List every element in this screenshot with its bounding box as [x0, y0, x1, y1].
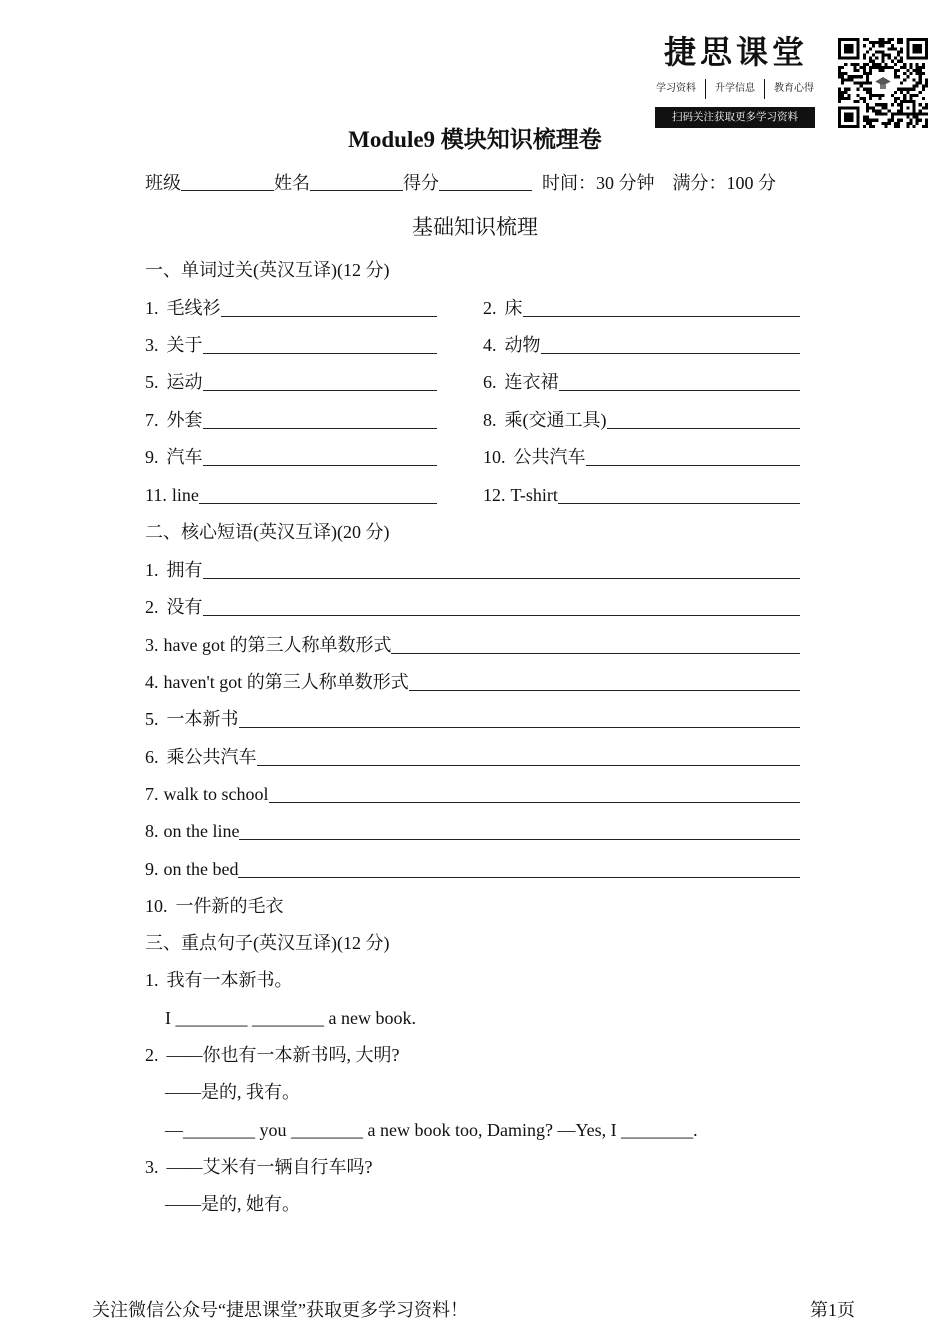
answer-blank	[586, 465, 801, 466]
vocab-item	[483, 333, 800, 357]
item-number: 12.	[483, 485, 506, 505]
item-number: 3.	[145, 1157, 159, 1177]
phrase-item	[145, 819, 800, 843]
vocab-item	[145, 408, 437, 432]
name-label: 姓名	[274, 173, 310, 193]
vocab-item	[145, 445, 437, 469]
item-number: 9.	[145, 447, 159, 467]
vocab-item	[483, 296, 800, 320]
item-text: 连衣裙	[504, 372, 559, 392]
answer-blank	[203, 615, 801, 616]
item-text: 一件新的毛衣	[175, 896, 284, 916]
answer-blank	[269, 802, 801, 803]
item-text: 动物	[504, 335, 541, 355]
sentences-heading: 三、重点句子(英汉互译)(12 分)	[145, 933, 390, 953]
item-text: 汽车	[166, 447, 203, 467]
phrase-item	[145, 595, 800, 619]
class-blank	[181, 171, 274, 191]
sentence-line: —________ you ________ a new book too, Daming? —Yes, I ________.	[165, 1120, 698, 1140]
graduation-cap-icon	[872, 72, 894, 94]
vocab-item	[145, 333, 437, 357]
phrases-heading: 二、核心短语(英汉互译)(20 分)	[145, 522, 390, 542]
item-number: 9.	[145, 859, 159, 879]
answer-blank	[203, 390, 438, 391]
prompt-text: ——你也有一本新书吗, 大明?	[166, 1045, 400, 1065]
answer-blank	[239, 839, 800, 840]
item-text: have got 的第三人称单数形式	[163, 635, 392, 655]
time-limit: 时间：30 分钟	[542, 173, 655, 193]
answer-blank	[203, 578, 801, 579]
page-title: Module9 模块知识梳理卷	[348, 127, 602, 152]
item-number: 10.	[483, 447, 506, 467]
score-blank	[439, 171, 532, 191]
brand-tag: 升学信息	[715, 83, 755, 94]
item-number: 8.	[145, 821, 159, 841]
section-subtitle: 基础知识梳理	[412, 215, 538, 239]
sentence-line: ——是的, 她有。	[165, 1194, 300, 1214]
item-number: 6.	[483, 372, 497, 392]
page-number: 第1页	[810, 1300, 855, 1320]
answer-blank	[559, 390, 801, 391]
sentence-line: ——是的, 我有。	[165, 1082, 300, 1102]
answer-blank	[607, 428, 801, 429]
sentence-prompt	[145, 1043, 400, 1067]
answer-blank	[203, 428, 438, 429]
brand-logo: 捷思课堂	[663, 33, 808, 71]
item-text: 乘(交通工具)	[504, 410, 607, 430]
tag-separator	[764, 79, 765, 99]
qr-finder-top-left	[838, 38, 860, 60]
answer-blank	[238, 877, 800, 878]
item-text: 关于	[166, 335, 203, 355]
brand-tag: 学习资料	[656, 83, 696, 94]
prompt-text: 我有一本新书。	[166, 970, 293, 990]
answer-blank	[221, 316, 438, 317]
student-info-line	[145, 171, 805, 195]
vocab-heading: 一、单词过关(英汉互译)(12 分)	[145, 260, 390, 280]
item-text: 外套	[166, 410, 203, 430]
item-number: 3.	[145, 335, 159, 355]
vocab-item	[145, 296, 437, 320]
item-text: 运动	[166, 372, 203, 392]
vocab-item	[483, 445, 800, 469]
item-number: 1.	[145, 970, 159, 990]
item-number: 5.	[145, 709, 159, 729]
phrase-item	[145, 633, 800, 657]
phrase-item	[145, 707, 800, 731]
name-blank	[310, 171, 403, 191]
vocab-item	[145, 370, 437, 394]
answer-blank	[199, 503, 437, 504]
item-text: on the line	[163, 821, 240, 841]
answer-blank	[541, 353, 801, 354]
item-number: 3.	[145, 635, 159, 655]
full-score: 满分：100 分	[672, 173, 776, 193]
brand-tag: 教育心得	[774, 83, 814, 94]
answer-blank	[239, 727, 801, 728]
vocab-item	[145, 483, 437, 507]
qr-finder-top-right	[906, 38, 928, 60]
item-text: 乘公共汽车	[166, 747, 257, 767]
item-number: 6.	[145, 747, 159, 767]
vocab-item	[483, 483, 800, 507]
vocab-item	[483, 408, 800, 432]
answer-blank	[257, 765, 801, 766]
footer-note: 关注微信公众号“捷思课堂”获取更多学习资料！	[92, 1300, 468, 1320]
item-number: 7.	[145, 410, 159, 430]
sentence-prompt	[145, 968, 293, 992]
qr-code	[838, 38, 928, 128]
phrase-item	[145, 558, 800, 582]
answer-blank	[558, 503, 800, 504]
qr-finder-bottom-left	[838, 106, 860, 128]
brand-tags	[656, 79, 814, 99]
item-number: 1.	[145, 298, 159, 318]
item-text: 没有	[166, 597, 203, 617]
item-number: 4.	[483, 335, 497, 355]
sentence-prompt	[145, 1155, 373, 1179]
item-text: line	[171, 485, 199, 505]
tag-separator	[705, 79, 706, 99]
answer-blank	[391, 653, 800, 654]
item-number: 2.	[483, 298, 497, 318]
item-number: 2.	[145, 597, 159, 617]
phrase-item	[145, 670, 800, 694]
answer-blank	[409, 690, 800, 691]
vocab-item	[483, 370, 800, 394]
sentence-line: I ________ ________ a new book.	[165, 1008, 416, 1028]
answer-blank	[203, 465, 438, 466]
answer-blank	[203, 353, 438, 354]
phrase-item	[145, 782, 800, 806]
item-text: haven't got 的第三人称单数形式	[163, 672, 409, 692]
item-text: 拥有	[166, 560, 203, 580]
item-text: on the bed	[163, 859, 239, 879]
phrase-item	[145, 894, 800, 918]
item-text: 毛线衫	[166, 298, 221, 318]
item-text: 床	[504, 298, 523, 318]
prompt-text: ——艾米有一辆自行车吗?	[166, 1157, 373, 1177]
item-number: 10.	[145, 896, 168, 916]
item-number: 5.	[145, 372, 159, 392]
item-text: walk to school	[163, 784, 269, 804]
class-label: 班级	[145, 173, 181, 193]
phrase-item	[145, 857, 800, 881]
brand-banner: 扫码关注获取更多学习资料	[655, 107, 815, 128]
phrase-item	[145, 745, 800, 769]
item-number: 7.	[145, 784, 159, 804]
item-number: 4.	[145, 672, 159, 692]
item-number: 8.	[483, 410, 497, 430]
item-text: 公共汽车	[513, 447, 586, 467]
qr-alignment	[900, 100, 916, 116]
item-number: 2.	[145, 1045, 159, 1065]
answer-blank	[523, 316, 801, 317]
score-label: 得分	[403, 173, 439, 193]
item-number: 1.	[145, 560, 159, 580]
item-text: 一本新书	[166, 709, 239, 729]
item-number: 11.	[145, 485, 167, 505]
item-text: T-shirt	[510, 485, 558, 505]
